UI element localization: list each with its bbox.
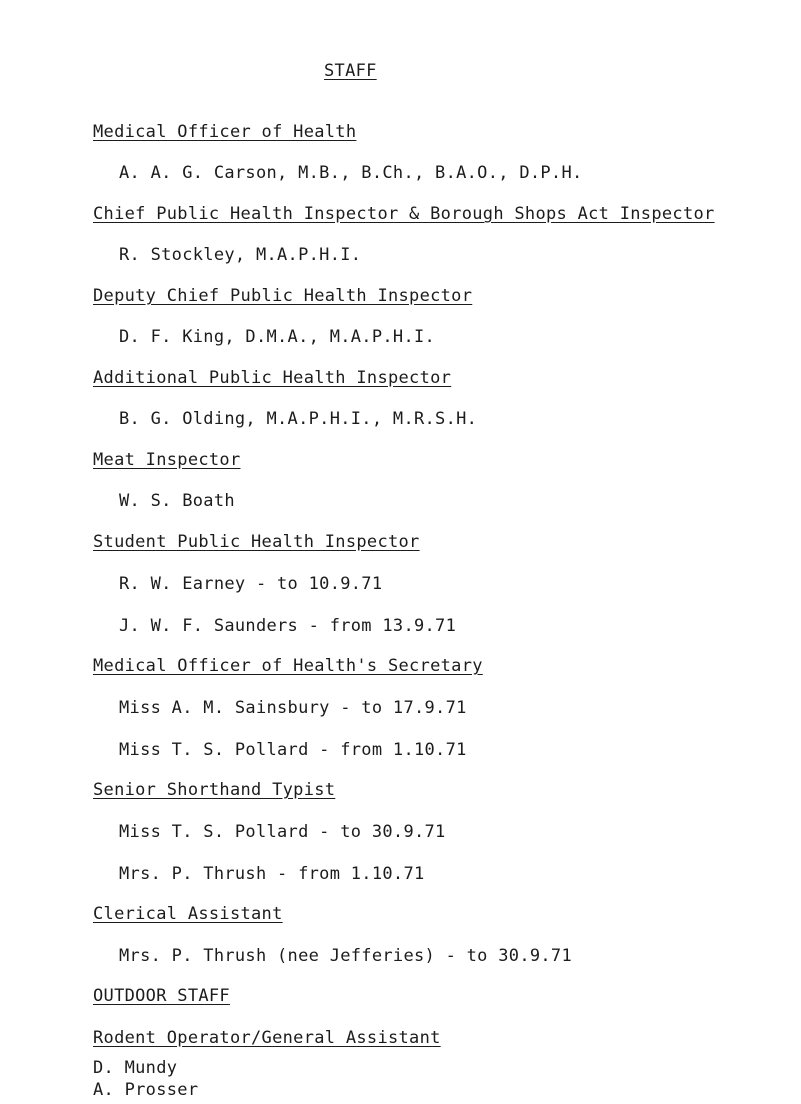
section-heading-deputy-phi: Deputy Chief Public Health Inspector: [93, 286, 473, 306]
section-heading-typist: Senior Shorthand Typist: [93, 780, 336, 800]
section-heading-clerical: Clerical Assistant: [93, 904, 283, 924]
staff-entry: Miss T. S. Pollard - to 30.9.71: [119, 822, 446, 842]
page-title: STAFF: [324, 61, 377, 81]
staff-entry: R. Stockley, M.A.P.H.I.: [119, 245, 362, 265]
section-heading-outdoor: OUTDOOR STAFF: [93, 986, 230, 1006]
staff-entry: Miss T. S. Pollard - from 1.10.71: [119, 740, 467, 760]
staff-entry: A. A. G. Carson, M.B., B.Ch., B.A.O., D.P.H.: [119, 163, 583, 183]
staff-entry: Mrs. P. Thrush (nee Jefferies) - to 30.9.71: [119, 946, 572, 966]
staff-entry: D. Mundy: [93, 1058, 178, 1078]
section-heading-additional-phi: Additional Public Health Inspector: [93, 368, 452, 388]
staff-entry: W. S. Boath: [119, 491, 235, 511]
staff-entry: A. Prosser: [93, 1080, 199, 1100]
section-heading-student-phi: Student Public Health Inspector: [93, 532, 420, 552]
section-heading-moh: Medical Officer of Health: [93, 122, 357, 142]
section-heading-chief-phi: Chief Public Health Inspector & Borough Shops Act Inspector: [93, 204, 715, 224]
staff-entry: Mrs. P. Thrush - from 1.10.71: [119, 864, 425, 884]
staff-entry: J. W. F. Saunders - from 13.9.71: [119, 616, 457, 636]
staff-entry: R. W. Earney - to 10.9.71: [119, 574, 383, 594]
section-heading-meat-inspector: Meat Inspector: [93, 450, 241, 470]
staff-entry: Miss A. M. Sainsbury - to 17.9.71: [119, 698, 467, 718]
staff-entry: D. F. King, D.M.A., M.A.P.H.I.: [119, 327, 436, 347]
staff-entry: B. G. Olding, M.A.P.H.I., M.R.S.H.: [119, 409, 478, 429]
section-heading-rodent: Rodent Operator/General Assistant: [93, 1028, 441, 1048]
section-heading-moh-secretary: Medical Officer of Health's Secretary: [93, 656, 483, 676]
